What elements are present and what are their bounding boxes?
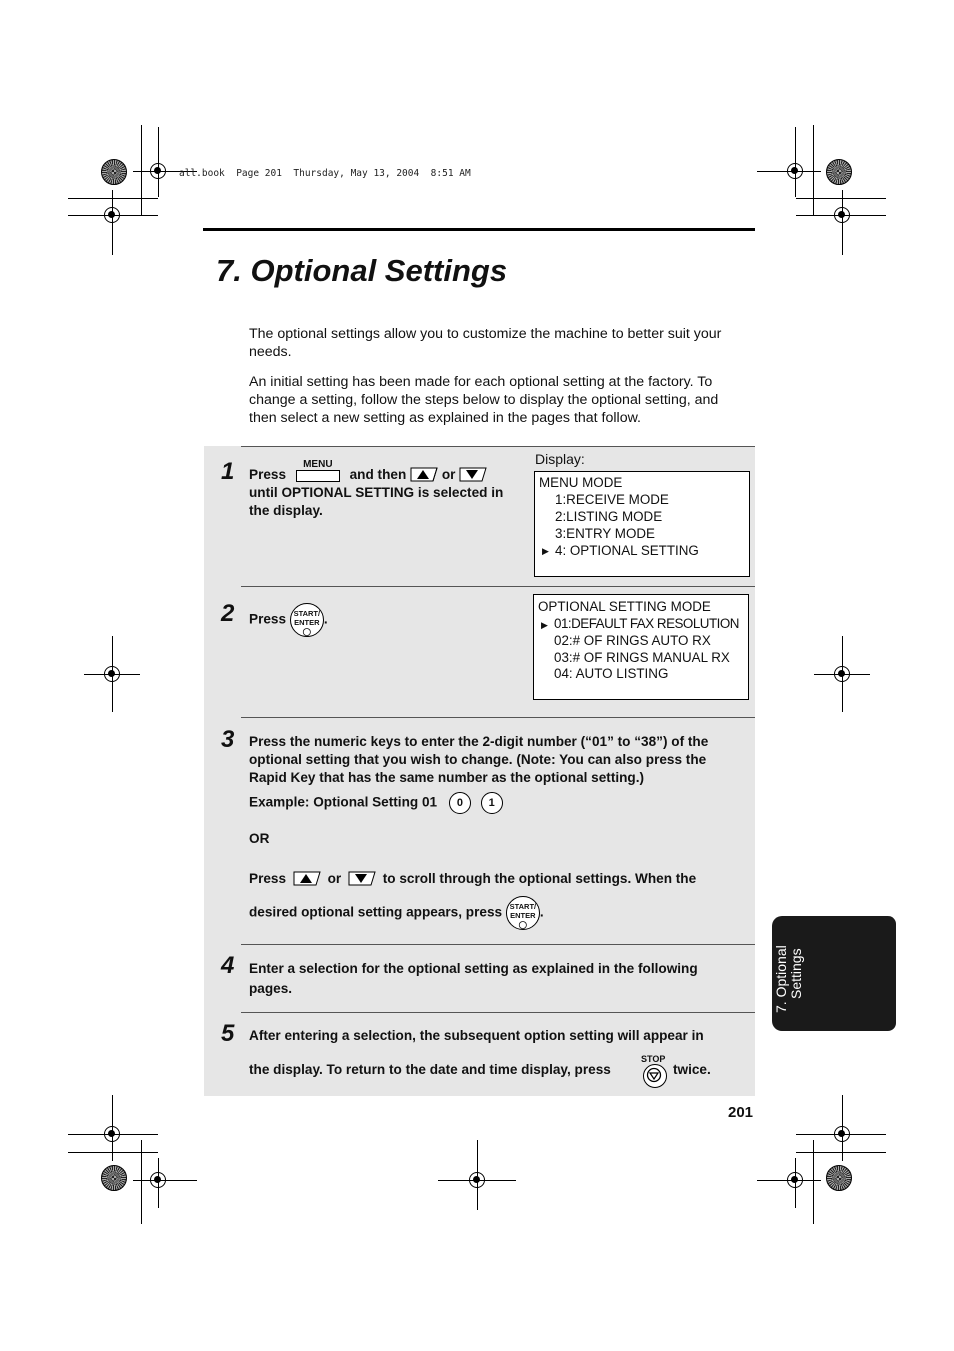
- rosette-mark-bottom-left: [101, 1165, 127, 1191]
- up-arrow-key-icon: [410, 467, 438, 482]
- key-0-icon: 0: [449, 792, 471, 814]
- lcd-line: 1:RECEIVE MODE: [555, 492, 669, 507]
- step-4-text: [249, 959, 749, 999]
- or-label: OR: [249, 831, 270, 846]
- start-enter-key-icon: START/ ENTER ◯: [290, 603, 324, 637]
- step-text: Press the numeric keys to enter the 2-digit number (“01” to “38”) of the: [249, 734, 709, 749]
- step-text: Rapid Key that has the same number as the optional setting.): [249, 770, 645, 785]
- key-label: ENTER: [510, 911, 536, 920]
- lcd-line: 03:# OF RINGS MANUAL RX: [554, 650, 730, 665]
- step-5-line1: After entering a selection, the subsequent option setting will appear in: [249, 1028, 704, 1043]
- page-number: 201: [728, 1104, 754, 1121]
- step-number: 3: [221, 726, 235, 753]
- step-3-scroll-text: [249, 870, 696, 888]
- pointer-arrow-icon: ▶: [541, 620, 548, 630]
- rosette-mark-top-left: [101, 159, 127, 185]
- step-text: optional setting that you wish to change. (Note: You can also press the: [249, 752, 707, 767]
- lcd-line: 01:DEFAULT FAX RESOLUTION: [554, 616, 739, 631]
- key-label: ENTER: [294, 618, 320, 627]
- step-text: .: [539, 904, 544, 920]
- tab-line: Settings: [788, 948, 804, 999]
- step-text: Example: Optional Setting 01: [249, 794, 438, 810]
- intro-line: The optional settings allow you to customize the machine to better suit your: [249, 326, 722, 342]
- step-5-twice: twice.: [673, 1062, 711, 1077]
- down-arrow-key-icon: [459, 467, 487, 482]
- key-label: START/: [293, 609, 321, 618]
- step-text: until OPTIONAL SETTING is selected in: [249, 485, 504, 500]
- intro-line: then select a new setting as explained in the pages that follow.: [249, 410, 641, 426]
- step-text: .: [323, 611, 328, 627]
- chapter-side-tab-label: [774, 945, 804, 1013]
- intro-line: needs.: [249, 344, 292, 360]
- stop-key-label: STOP: [641, 1054, 666, 1064]
- intro-line: change a setting, follow the steps below to display the optional setting, and: [249, 392, 719, 408]
- step-3-example: [249, 792, 503, 814]
- step-3-desired-text: [249, 896, 544, 930]
- step-text: and then: [349, 467, 407, 482]
- key-label: START/: [509, 902, 537, 911]
- step-number: 4: [221, 952, 235, 979]
- step-text: desired optional setting appears, press: [249, 904, 503, 920]
- step-text: to scroll through the optional settings. When the: [382, 871, 697, 886]
- title-rule: [203, 228, 755, 231]
- display-label: Display:: [535, 451, 585, 467]
- key-1-icon: 1: [481, 792, 503, 814]
- step-text: or: [441, 467, 456, 482]
- tab-line: 7. Optional: [773, 945, 789, 1013]
- step-divider: [241, 717, 755, 718]
- menu-key-icon: [296, 459, 340, 482]
- step-text: Press: [249, 871, 287, 886]
- step-divider: [241, 586, 755, 587]
- step-number: 1: [221, 458, 235, 485]
- step-divider: [241, 1012, 755, 1013]
- step-text: Enter a selection for the optional setting as explained in the following: [249, 961, 698, 976]
- step-text: Press: [249, 467, 287, 482]
- step-1-text: [249, 459, 529, 520]
- intro-paragraph-2: [249, 373, 749, 427]
- intro-line: An initial setting has been made for each optional setting at the factory. To: [249, 374, 713, 390]
- page-title: 7. Optional Settings: [216, 253, 508, 288]
- up-arrow-key-icon: [293, 871, 321, 886]
- rosette-mark-top-right: [826, 159, 852, 185]
- lcd-line: 4: OPTIONAL SETTING: [555, 543, 699, 558]
- pointer-arrow-icon: ▶: [542, 546, 549, 556]
- stop-key-icon: [643, 1064, 667, 1088]
- step-2-text: [249, 603, 328, 637]
- step-number: 2: [221, 600, 235, 627]
- lcd-display-menu-mode: [534, 471, 750, 577]
- start-enter-key-icon: START/ ENTER ◯: [506, 896, 540, 930]
- step-text: pages.: [249, 981, 293, 996]
- step-5-line2: [249, 1061, 611, 1079]
- file-header-line: all.book Page 201 Thursday, May 13, 2004 8:51 AM: [179, 168, 471, 179]
- lcd-line: 3:ENTRY MODE: [555, 526, 655, 541]
- step-divider: [241, 446, 755, 447]
- lcd-line: 02:# OF RINGS AUTO RX: [554, 633, 711, 648]
- step-text: Press: [249, 611, 287, 627]
- step-divider: [241, 944, 755, 945]
- step-text: or: [327, 871, 342, 886]
- lcd-line: OPTIONAL SETTING MODE: [538, 599, 711, 614]
- lcd-display-optional-setting-mode: [533, 594, 749, 700]
- step-3-text: [249, 733, 749, 787]
- step-text: the display. To return to the date and time display, press: [249, 1062, 611, 1077]
- lcd-line: MENU MODE: [539, 475, 623, 490]
- step-number: 5: [221, 1020, 235, 1047]
- step-text: the display.: [249, 503, 323, 518]
- intro-paragraph-1: [249, 325, 749, 361]
- down-arrow-key-icon: [348, 871, 376, 886]
- rosette-mark-bottom-right: [826, 1165, 852, 1191]
- menu-key-label: MENU: [303, 459, 333, 470]
- lcd-line: 04: AUTO LISTING: [554, 666, 669, 681]
- lcd-line: 2:LISTING MODE: [555, 509, 663, 524]
